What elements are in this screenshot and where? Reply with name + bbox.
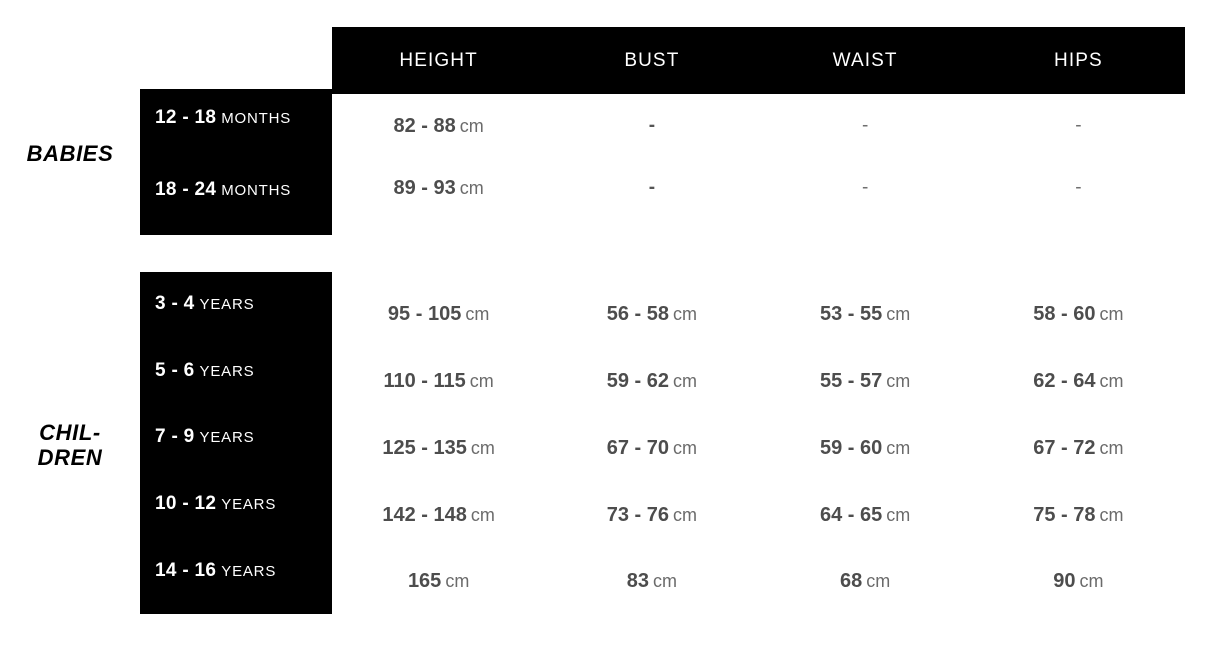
value: 110 - 115 [383,370,466,392]
unit: cm [1099,304,1124,324]
age-range: 7 - 9 [155,426,195,447]
value: 55 - 57 [819,370,883,392]
cell-hips [972,370,1185,393]
cell-hips [972,504,1185,527]
value: 59 - 60 [819,437,883,459]
value: 75 - 78 [1033,504,1096,526]
unit: cm [459,178,484,198]
value: 142 - 148 [382,504,467,526]
age-range: 12 - 18 [155,107,217,128]
cell-height [332,115,545,138]
value: 68 [840,570,863,592]
cell-bust [545,437,758,460]
cell-bust [545,303,758,326]
value: 58 - 60 [1033,303,1096,325]
age-unit: YEARS [221,563,277,580]
cell-waist [759,115,972,138]
value: - [1075,115,1082,136]
table-row [332,177,1185,200]
age-cell-14-16-years [140,560,332,582]
age-unit: YEARS [199,363,255,380]
unit: cm [1099,371,1124,391]
value: 82 - 88 [393,115,456,137]
cell-bust [545,115,758,138]
cell-bust [545,177,758,200]
value: 67 - 70 [606,437,669,459]
table-row [332,570,1185,593]
group-label-children-line2: DREN [37,445,103,471]
value: 89 - 93 [393,177,456,199]
cell-hips [972,115,1185,138]
unit: cm [445,571,470,591]
age-range: 10 - 12 [155,493,217,514]
header-row [332,27,1185,94]
value: - [1075,177,1082,198]
value: 67 - 72 [1033,437,1096,459]
cell-height [332,570,545,593]
table-row [332,115,1185,138]
table-row [332,504,1185,527]
value: 90 [1053,570,1076,592]
column-header-height: HEIGHT [399,49,478,71]
value: 59 - 62 [606,370,669,392]
age-unit: YEARS [199,429,255,446]
table-row [332,370,1185,393]
age-cell-5-6-years [140,360,332,382]
value: - [648,177,656,198]
cell-waist [759,303,972,326]
unit: cm [470,505,495,525]
value: 95 - 105 [387,303,462,325]
cell-waist [759,437,972,460]
cell-height [332,370,545,393]
cell-waist [759,570,972,593]
age-range: 18 - 24 [155,179,217,200]
group-label-children [0,420,140,471]
cell-waist [759,370,972,393]
value: 56 - 58 [606,303,669,325]
unit: cm [469,371,494,391]
value: 165 [407,570,442,592]
group-label-babies: BABIES [26,141,114,166]
age-cell-3-4-years [140,293,332,315]
unit: cm [653,571,677,591]
value: - [648,115,656,136]
value: - [861,115,869,136]
cell-bust [545,370,758,393]
age-unit: YEARS [221,496,277,513]
cell-waist [759,177,972,200]
value: - [861,177,869,198]
age-cell-18-24-months [140,179,332,201]
cell-bust [545,504,758,527]
age-range: 3 - 4 [155,293,195,314]
column-header-bust: BUST [624,49,680,71]
age-unit: MONTHS [221,110,292,127]
unit: cm [673,438,697,458]
unit: cm [673,505,697,525]
unit: cm [465,304,490,324]
cell-hips [972,437,1185,460]
age-range: 14 - 16 [155,560,217,581]
value: 125 - 135 [382,437,467,459]
table-row [332,437,1185,460]
age-range: 5 - 6 [155,360,195,381]
cell-bust [545,570,758,593]
age-cell-7-9-years [140,426,332,448]
unit: cm [1099,438,1124,458]
age-cell-10-12-years [140,493,332,515]
unit: cm [459,116,484,136]
unit: cm [886,505,911,525]
unit: cm [886,438,911,458]
unit: cm [886,371,911,391]
cell-waist [759,504,972,527]
value: 64 - 65 [819,504,883,526]
unit: cm [470,438,495,458]
value: 62 - 64 [1033,370,1096,392]
age-cell-12-18-months [140,107,332,129]
value: 73 - 76 [606,504,669,526]
unit: cm [673,304,697,324]
column-header-waist: WAIST [832,49,898,71]
value: 83 [626,570,649,592]
cell-height [332,303,545,326]
age-unit: YEARS [199,296,255,313]
table-row [332,303,1185,326]
cell-height [332,437,545,460]
value: 53 - 55 [819,303,883,325]
unit: cm [673,371,697,391]
cell-hips [972,570,1185,593]
unit: cm [886,304,911,324]
cell-hips [972,177,1185,200]
cell-height [332,177,545,200]
cell-hips [972,303,1185,326]
column-header-hips: HIPS [1054,49,1103,71]
unit: cm [1099,505,1124,525]
cell-height [332,504,545,527]
unit: cm [866,571,891,591]
age-unit: MONTHS [221,182,292,199]
unit: cm [1079,571,1104,591]
group-label-children-line1: CHIL- [39,420,101,445]
